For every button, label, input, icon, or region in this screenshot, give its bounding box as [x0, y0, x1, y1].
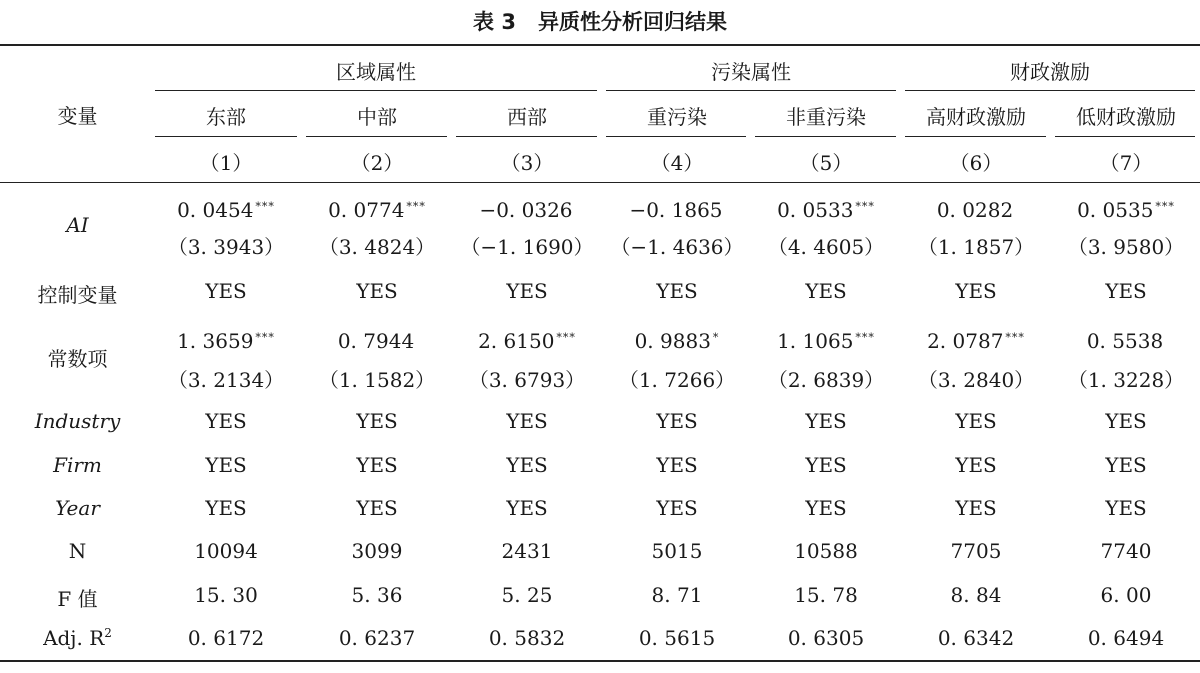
value-cell: YES	[205, 279, 247, 303]
t-stat-cell: （3. 4824）	[318, 235, 436, 259]
t-stat-cell: （1. 1582）	[318, 368, 436, 392]
row-label-n: N	[68, 539, 87, 563]
value-cell: YES	[356, 409, 398, 433]
value-cell: YES	[506, 409, 548, 433]
significance-stars: ***	[255, 200, 275, 213]
group-header-region: 区域属性	[336, 60, 416, 84]
adjr2-superscript: 2	[104, 626, 112, 640]
coef-cell	[755, 198, 897, 222]
value-cell: 0. 5615	[638, 626, 716, 650]
column-header: 东部	[206, 105, 246, 129]
value-cell: 15. 30	[194, 583, 258, 607]
coef-cell	[905, 329, 1047, 353]
value-cell: YES	[656, 409, 698, 433]
value-cell: 7740	[1100, 539, 1152, 563]
table-title	[0, 6, 1200, 36]
value-cell: 5. 36	[351, 583, 403, 607]
t-stat-cell: （3. 2840）	[917, 368, 1035, 392]
coef-cell	[155, 198, 297, 222]
value-cell: 10588	[794, 539, 858, 563]
value-cell: YES	[1105, 496, 1147, 520]
group-header-fiscal: 财政激励	[1010, 60, 1090, 84]
significance-stars: ***	[855, 200, 875, 213]
t-stat-cell: （3. 2134）	[167, 368, 285, 392]
t-stat-cell: （1. 3228）	[1067, 368, 1185, 392]
row-label-constant: 常数项	[47, 347, 108, 371]
value-cell: YES	[1105, 453, 1147, 477]
coef-cell	[606, 329, 748, 353]
value-cell: YES	[205, 496, 247, 520]
t-stat-cell: （−1. 4636）	[610, 235, 744, 259]
value-cell: YES	[955, 453, 997, 477]
row-label-adjr2	[0, 626, 155, 650]
t-stat-cell: （1. 7266）	[618, 368, 736, 392]
significance-stars: *	[712, 331, 720, 344]
column-number: （4）	[650, 151, 704, 175]
column-number: （6）	[949, 151, 1003, 175]
value-cell: YES	[506, 496, 548, 520]
value-cell: 0. 6237	[338, 626, 416, 650]
row-label-f: F 值	[57, 587, 98, 611]
coef-value: 0. 0535	[1077, 198, 1154, 222]
value-cell: 10094	[194, 539, 258, 563]
adjr2-label-text: Adj. R	[43, 626, 105, 650]
value-cell: YES	[205, 453, 247, 477]
column-header: 西部	[507, 105, 547, 129]
value-cell: 5. 25	[501, 583, 553, 607]
value-cell: 2431	[501, 539, 553, 563]
value-cell: YES	[805, 453, 847, 477]
value-cell: 7705	[950, 539, 1002, 563]
value-cell: YES	[656, 453, 698, 477]
table-caption: 异质性分析回归结果	[537, 10, 727, 34]
value-cell: YES	[205, 409, 247, 433]
value-cell: YES	[955, 409, 997, 433]
column-number: （7）	[1099, 151, 1153, 175]
value-cell: YES	[805, 496, 847, 520]
variable-header: 变量	[57, 104, 98, 128]
column-header: 低财政激励	[1076, 105, 1176, 129]
value-cell: 0. 6342	[937, 626, 1015, 650]
coef-value: 1. 3659	[177, 329, 254, 353]
value-cell: 0. 6305	[787, 626, 865, 650]
significance-stars: ***	[255, 331, 275, 344]
column-number: （3）	[500, 151, 554, 175]
col-rule-1	[155, 136, 297, 137]
column-number: （2）	[350, 151, 404, 175]
coef-cell	[306, 198, 448, 222]
value-cell: YES	[1105, 409, 1147, 433]
t-stat-cell: （3. 9580）	[1067, 235, 1185, 259]
coef-cell	[606, 198, 748, 222]
value-cell: 0. 5832	[488, 626, 566, 650]
coef-value: 0. 7944	[337, 329, 415, 353]
column-header: 高财政激励	[926, 105, 1026, 129]
t-stat-cell: （1. 1857）	[917, 235, 1035, 259]
value-cell: YES	[805, 279, 847, 303]
table-number: 表 3	[473, 10, 516, 34]
significance-stars: ***	[1005, 331, 1025, 344]
col-rule-2	[306, 136, 447, 137]
coef-cell	[306, 329, 448, 353]
value-cell: 0. 6172	[187, 626, 265, 650]
col-rule-7	[1055, 136, 1195, 137]
value-cell: YES	[955, 496, 997, 520]
column-number: （1）	[199, 151, 253, 175]
bottom-rule	[0, 660, 1200, 662]
significance-stars: ***	[855, 331, 875, 344]
significance-stars: ***	[406, 200, 426, 213]
coef-cell	[1055, 329, 1197, 353]
row-label-ai: AI	[66, 213, 89, 237]
group-rule-fiscal	[905, 90, 1195, 91]
value-cell: YES	[506, 453, 548, 477]
header-bottom-rule	[0, 182, 1200, 183]
coef-value: 0. 5538	[1086, 329, 1164, 353]
coef-value: 2. 0787	[927, 329, 1004, 353]
t-stat-cell: （2. 6839）	[767, 368, 885, 392]
column-header: 重污染	[647, 105, 707, 129]
column-number: （5）	[799, 151, 853, 175]
value-cell: 0. 6494	[1087, 626, 1165, 650]
column-header: 非重污染	[786, 105, 866, 129]
value-cell: YES	[1105, 279, 1147, 303]
t-stat-cell: （4. 4605）	[767, 235, 885, 259]
row-label-firm: Firm	[53, 453, 102, 477]
value-cell: YES	[955, 279, 997, 303]
coef-cell	[155, 329, 297, 353]
group-rule-pollution	[606, 90, 896, 91]
value-cell: YES	[656, 496, 698, 520]
column-header: 中部	[357, 105, 397, 129]
coef-value: 0. 0774	[328, 198, 405, 222]
significance-stars: ***	[556, 331, 576, 344]
value-cell: YES	[506, 279, 548, 303]
coef-cell	[456, 329, 598, 353]
coef-value: 0. 0533	[777, 198, 854, 222]
value-cell: 6. 00	[1100, 583, 1152, 607]
value-cell: 8. 84	[950, 583, 1002, 607]
value-cell: YES	[805, 409, 847, 433]
group-header-pollution: 污染属性	[711, 60, 791, 84]
coef-value: −0. 0326	[479, 198, 573, 222]
coef-value: 0. 9883	[634, 329, 711, 353]
coef-cell	[456, 198, 598, 222]
coef-value: 1. 1065	[777, 329, 854, 353]
value-cell: 5015	[651, 539, 703, 563]
row-label-industry: Industry	[34, 409, 121, 433]
coef-value: 0. 0454	[177, 198, 254, 222]
value-cell: 3099	[351, 539, 403, 563]
coef-cell	[755, 329, 897, 353]
coef-value: 0. 0282	[936, 198, 1014, 222]
col-rule-6	[905, 136, 1046, 137]
t-stat-cell: （3. 6793）	[468, 368, 586, 392]
t-stat-cell: （3. 3943）	[167, 235, 285, 259]
value-cell: 8. 71	[651, 583, 703, 607]
group-rule-region	[155, 90, 597, 91]
value-cell: 15. 78	[794, 583, 858, 607]
row-label-controls: 控制变量	[37, 283, 118, 307]
significance-stars: ***	[1155, 200, 1175, 213]
row-label-year: Year	[55, 496, 100, 520]
coef-cell	[1055, 198, 1197, 222]
col-rule-3	[456, 136, 597, 137]
value-cell: YES	[356, 496, 398, 520]
col-rule-4	[606, 136, 746, 137]
col-rule-5	[755, 136, 896, 137]
coef-value: −0. 1865	[629, 198, 723, 222]
top-rule	[0, 44, 1200, 46]
coef-value: 2. 6150	[478, 329, 555, 353]
value-cell: YES	[356, 453, 398, 477]
value-cell: YES	[656, 279, 698, 303]
coef-cell	[905, 198, 1047, 222]
t-stat-cell: （−1. 1690）	[460, 235, 594, 259]
value-cell: YES	[356, 279, 398, 303]
